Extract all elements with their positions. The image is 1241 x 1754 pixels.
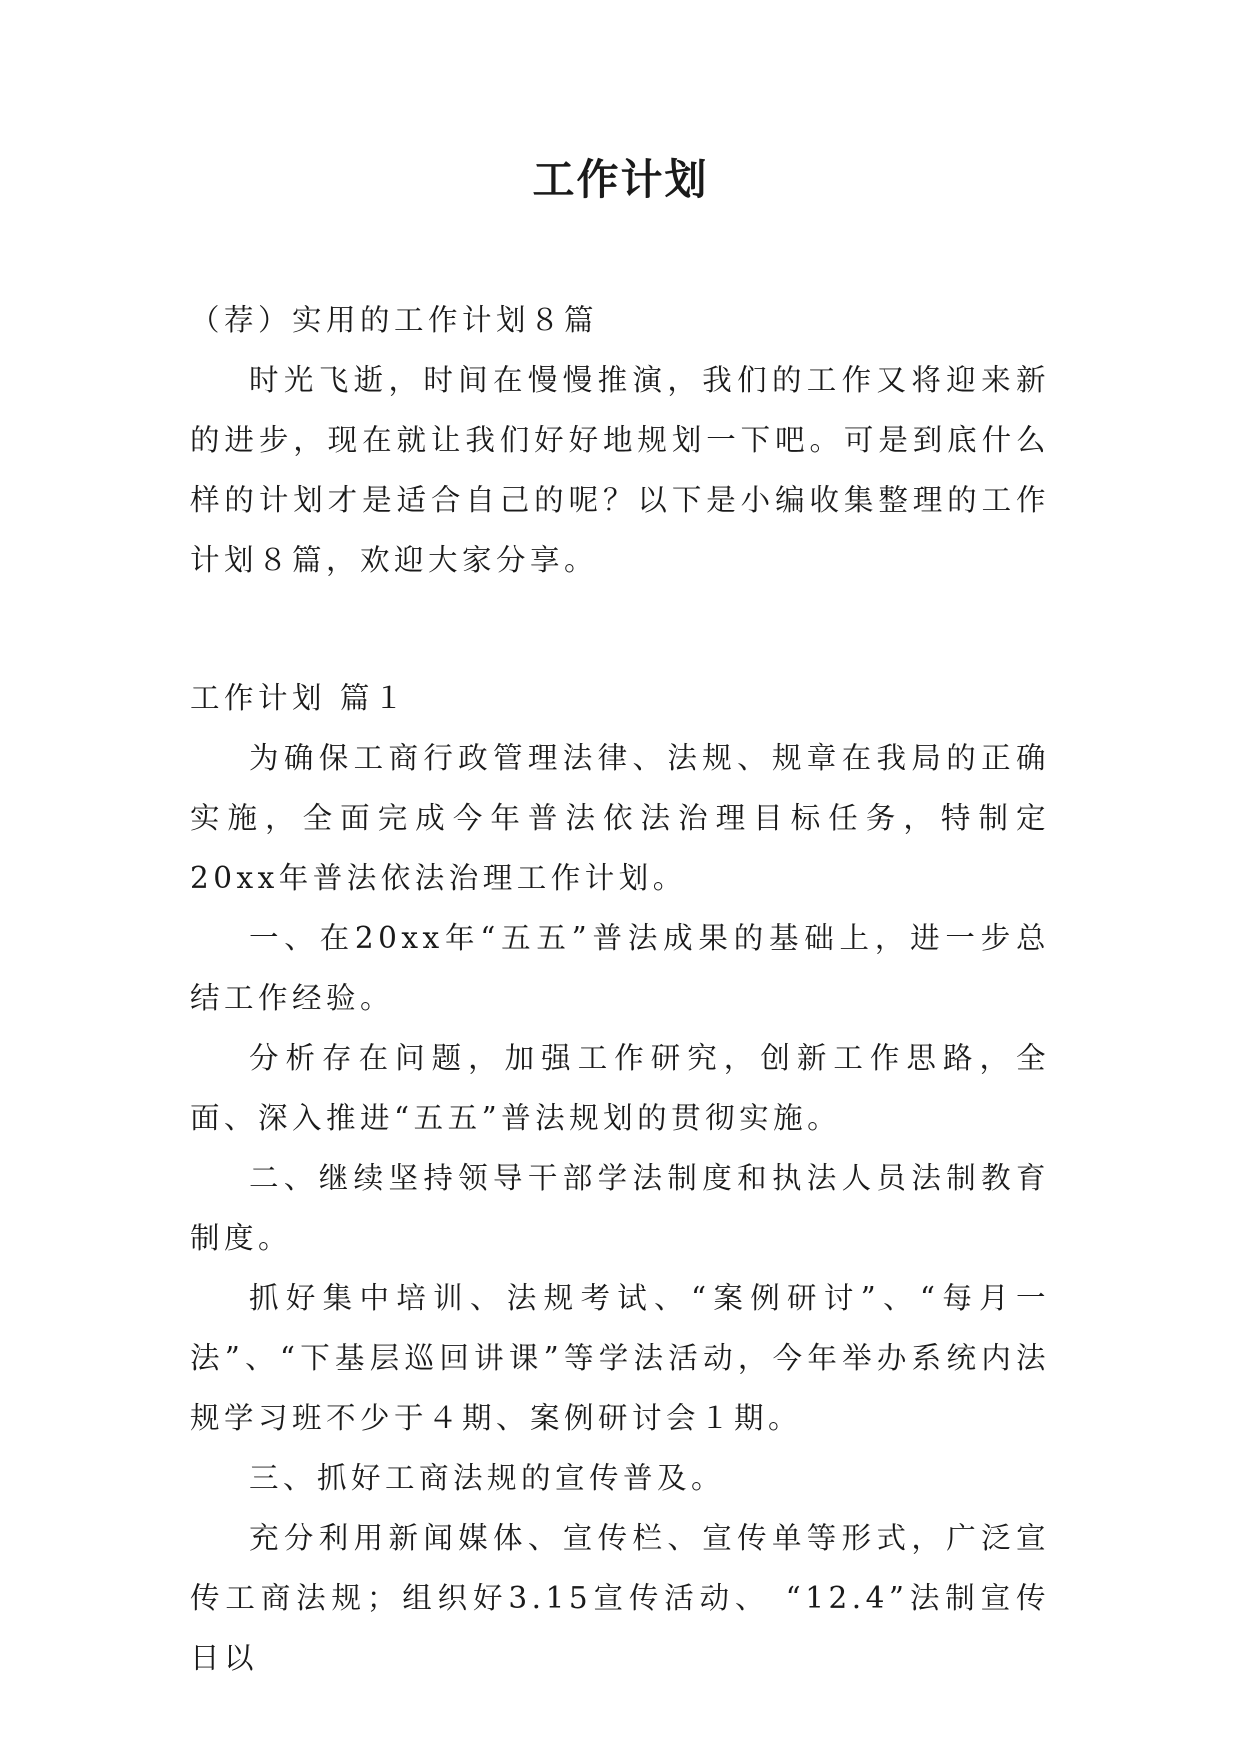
body-paragraph: 分析存在问题，加强工作研究，创新工作思路，全面、深入推进“五五”普法规划的贯彻实施。 [190,1041,1050,1135]
intro-paragraph: 时光飞逝，时间在慢慢推演，我们的工作又将迎来新的进步，现在就让我们好好地规划一下吧。可是到底什么样的计划才是适合自己的呢？以下是小编收集整理的工作计划８篇，欢迎大家分享。 [190,363,1050,577]
body-paragraph: 抓好集中培训、法规考试、“案例研讨”、“每月一法”、“下基层巡回讲课”等学法活动，今年举办系统内法规学习班不少于４期、案例研讨会１期。 [190,1281,1050,1435]
body-paragraph: 为确保工商行政管理法律、法规、规章在我局的正确实施，全面完成今年普法依法治理目标任务，特制定20xx年普法依法治理工作计划。 [190,741,1050,895]
document-body [190,290,1050,1688]
section-spacer [190,590,1050,668]
section-heading: 工作计划 篇１ [190,681,408,715]
body-paragraph: 三、抓好工商法规的宣传普及。 [249,1461,726,1495]
body-paragraph: 二、继续坚持领导干部学法制度和执法人员法制教育制度。 [190,1161,1050,1255]
document-subtitle: （荐）实用的工作计划８篇 [190,303,599,337]
body-paragraph: 一、在20xx年“五五”普法成果的基础上，进一步总结工作经验。 [190,921,1050,1015]
body-paragraph: 充分利用新闻媒体、宣传栏、宣传单等形式，广泛宣传工商法规；组织好3.15宣传活动、 “12.4”法制宣传日以 [190,1521,1050,1675]
document-title: 工作计划 [532,155,709,204]
